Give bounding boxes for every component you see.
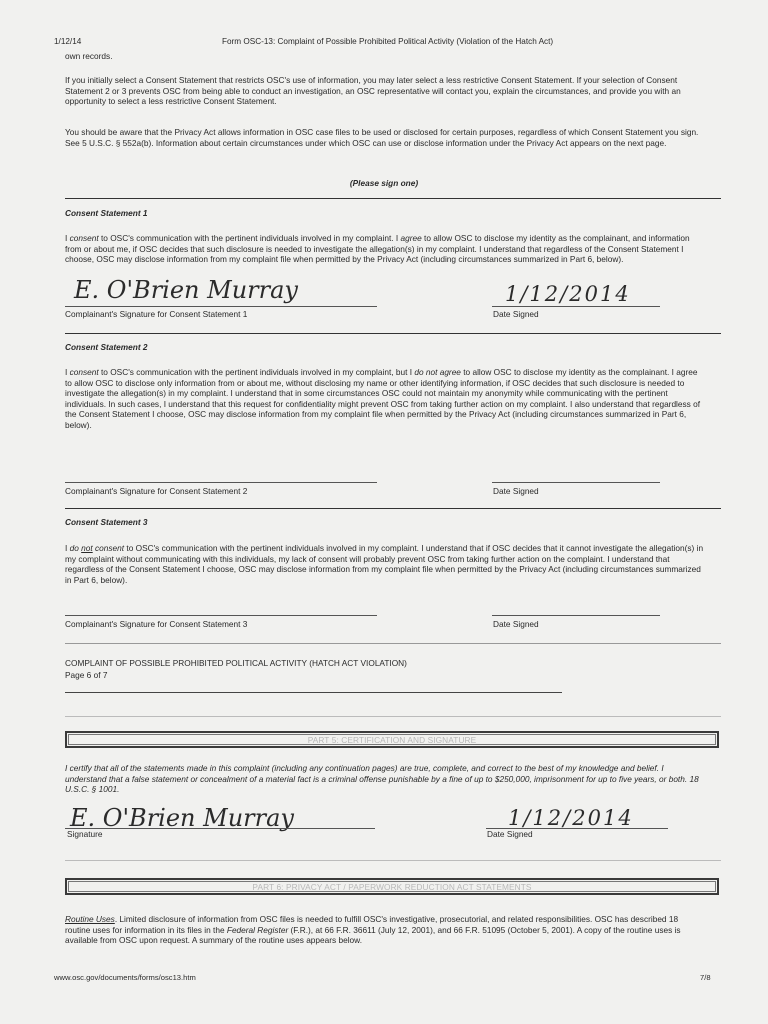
form-footer-title: COMPLAINT OF POSSIBLE PROHIBITED POLITICAL ACTIVITY (HATCH ACT VIOLATION) (65, 658, 407, 668)
consent-3-signature-label: Complainant's Signature for Consent Statement 3 (65, 619, 248, 629)
consent-3-text: I do not consent to OSC's communication with the pertinent individuals involved in my complaint. I understand that if OSC decides that it cannot investigate the allegation(s) in my complaint without communicating with this individuals, my lack of consent will probably prevent OSC from taking further action on the complaint. I understand that regardless of the Consent Statement I choose, OSC may disclose information from my complaint file when permitted by the Privacy Act (including circumstances summarized in Part 6, below). (65, 543, 704, 585)
print-header-title: Form OSC-13: Complaint of Possible Prohibited Political Activity (Violation of the Hatch Act) (222, 37, 554, 46)
divider (65, 333, 721, 334)
consent-1-title: Consent Statement 1 (65, 208, 148, 218)
print-footer-page: 7/8 (700, 973, 711, 982)
consent-3-date-line[interactable] (492, 615, 660, 616)
certification-date: 1/12/2014 (508, 806, 634, 830)
consent-3-title: Consent Statement 3 (65, 517, 148, 527)
consent-3-date-label: Date Signed (493, 619, 539, 629)
consent-1-date-label: Date Signed (493, 309, 539, 319)
divider (65, 716, 721, 717)
consent-3-signature-line[interactable] (65, 615, 377, 616)
certification-date-label: Date Signed (487, 829, 533, 839)
routine-uses-text: Routine Uses. Limited disclosure of information from OSC files is needed to fulfill OSC's investigative, prosecutorial, and related responsibilities. OSC has described 18 routine uses for information in its files in the Federal Register (F.R.), at 66 F.R. 36611 (July 12, 2001), and 66 F.R. 51095 (October 5, 2001). A copy of the routine uses is available from OSC upon request. A summary of the routine uses appears below. (65, 914, 681, 946)
part-6-heading-inner-border (68, 881, 716, 892)
consent-2-signature-label: Complainant's Signature for Consent Statement 2 (65, 486, 248, 496)
consent-2-title: Consent Statement 2 (65, 342, 148, 352)
consent-2-date-line[interactable] (492, 482, 660, 483)
consent-1-signature-line[interactable] (65, 306, 377, 307)
print-date: 1/12/14 (54, 37, 82, 46)
continued-text: own records. (65, 51, 113, 61)
divider (65, 643, 721, 644)
part-6-heading-box (65, 878, 719, 895)
certification-text: I certify that all of the statements made in this complaint (including any continuation pages) are true, complete, and correct to the best of my knowledge and belief. I understand that a false statement or concealment of a material fact is a criminal offense punishable by a fine of up to $250,000, imprisonment for up to five years, or both. 18 U.S.C. § 1001. (65, 763, 699, 795)
consent-1-signature: E. O'Brien Murray (74, 276, 298, 304)
certification-signature: E. O'Brien Murray (70, 804, 294, 832)
consent-2-date-label: Date Signed (493, 486, 539, 496)
part-5-heading-inner-border (68, 734, 716, 745)
intro-paragraph-1: If you initially select a Consent Statement that restricts OSC's use of information, you may later select a less restrictive Consent Statement. If your selection of Consent Statement 2 or 3 prevents OSC from being able to conduct an investigation, an OSC representative will contact you, explain the circumstances, and provide you with an opportunity to select a less restrictive Consent Statement. (65, 75, 681, 107)
divider (65, 198, 721, 199)
consent-1-text: I consent to OSC's communication with the pertinent individuals involved in my complaint. I agree to allow OSC to disclose my identity as the complainant, and information from or about me, if OSC decides that such disclosure is needed to investigate the allegation(s) in my complaint. I understand that regardless of the Consent Statement I choose, OSC may disclose information from my complaint file when permitted by the Privacy Act (including circumstances summarized in Part 6, below). (65, 233, 690, 265)
consent-1-date: 1/12/2014 (505, 282, 631, 306)
divider (65, 508, 721, 509)
consent-2-signature-line[interactable] (65, 482, 377, 483)
consent-1-date-line[interactable] (492, 306, 660, 307)
part-6-heading: PART 6: PRIVACY ACT / PAPERWORK REDUCTION ACT STATEMENTS (252, 882, 532, 892)
please-sign-one: (Please sign one) (349, 178, 419, 188)
certification-signature-label: Signature (67, 829, 103, 839)
intro-paragraph-2: You should be aware that the Privacy Act allows information in OSC case files to be used or disclosed for certain purposes, regardless of which Consent Statement you sign. See 5 U.S.C. § 552a(b). Information about certain circumstances under which OSC can use or disclose information under the Privacy Act appears on the next page. (65, 127, 699, 148)
part-5-heading: PART 5: CERTIFICATION AND SIGNATURE (307, 735, 477, 745)
certification-signature-line[interactable] (65, 828, 375, 829)
divider (65, 860, 721, 861)
consent-1-signature-label: Complainant's Signature for Consent Statement 1 (65, 309, 248, 319)
consent-2-text: I consent to OSC's communication with the pertinent individuals involved in my complaint, but I do not agree to allow OSC to disclose my identity as the complainant. I agree to allow OSC to disclose only information from or about me, without disclosing my name or other identifying information, if OSC decides that such disclosure is needed to investigate the allegation(s) in my complaint. I understand that in some circumstances OSC could not maintain my anonymity while communicating with the pertinent individuals. In such cases, I understand that this request for confidentiality might prevent OSC from taking further action on my complaint. I also understand that regardless of the Consent Statement I choose, OSC may disclose information from my complaint file when permitted by the Privacy Act (including circumstances summarized in Part 6, below). (65, 367, 701, 430)
form-footer-page: Page 6 of 7 (65, 670, 108, 680)
part-5-heading-box (65, 731, 719, 748)
print-footer-url: www.osc.gov/documents/forms/osc13.htm (54, 973, 196, 982)
divider (65, 692, 562, 693)
